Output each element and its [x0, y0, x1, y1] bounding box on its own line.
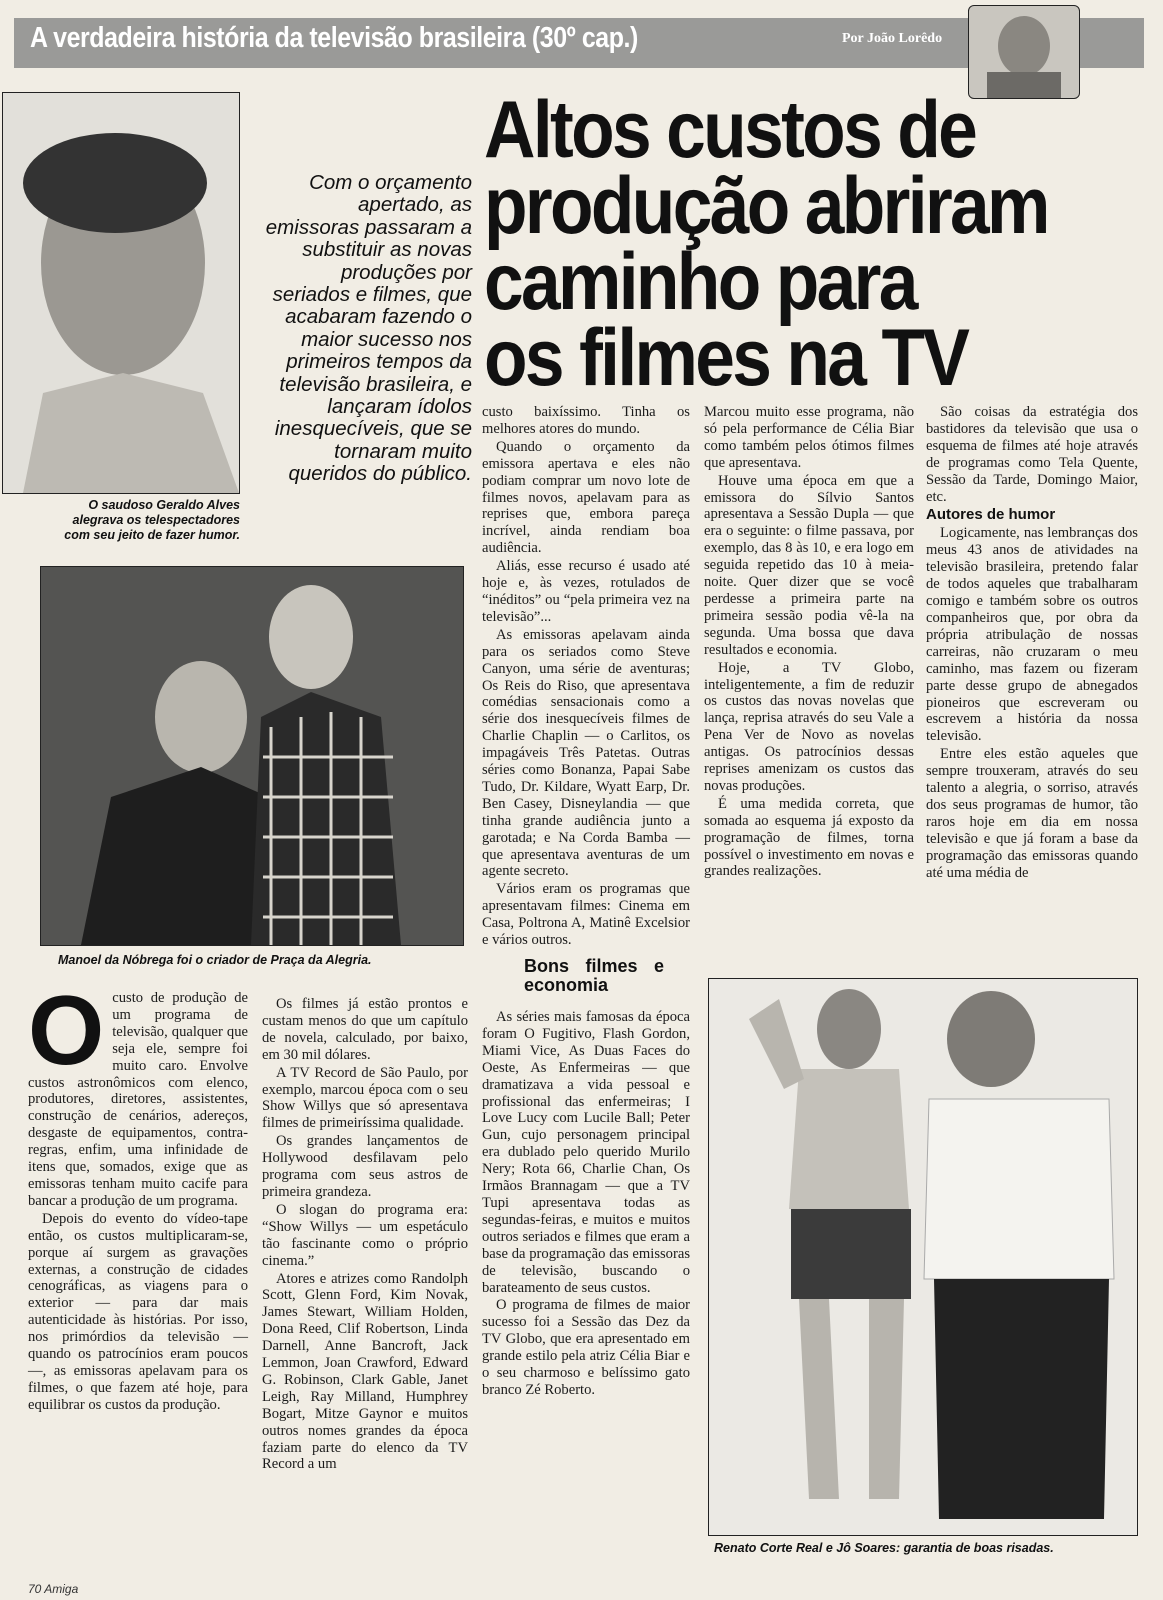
- paragraph: São coisas da estratégia dos bastidores da televisão que usa o esquema de filmes até hoje através de programas como Tela Quente, Sessão da Tarde, Domingo Maior, etc.: [926, 404, 1138, 505]
- series-title: A verdadeira história da televisão brasileira (30º cap.): [30, 22, 638, 54]
- paragraph: Aliás, esse recurso é usado até hoje e, às vezes, rotulados de “inéditos” ou “pela primeira vez na televisão”...: [482, 558, 690, 625]
- article-column-5: [926, 404, 1138, 882]
- paragraph: Logicamente, nas lembranças dos meus 43 anos de atividades na televisão brasileira, pretendo falar de todos aqueles que trabalharam comigo e também sobre os outros companheiros que, por obra da própria atribulação de nossas carreiras, não cruzaram o meu caminho, mas fazem ou fizeram parte desse grupo de abnegados pioneiros que escreveram ou escrevem a história da nossa televisão.: [926, 525, 1138, 745]
- paragraph: É uma medida correta, que somada ao esquema já exposto da programação de filmes, torna possível o investimento em novas e grandes realizações.: [704, 795, 914, 880]
- paragraph: O slogan do programa era: “Show Willys — um espetáculo tão fascinante como o próprio cinema.”: [262, 1201, 468, 1269]
- subhead-autores-humor: Autores de humor: [926, 506, 1056, 524]
- paragraph: O programa de filmes de maior sucesso foi a Sessão das Dez da TV Globo, que era apresentado em grande estilo pela atriz Célia Biar e o seu charmoso e belíssimo gato branco Zé Roberto.: [482, 1297, 690, 1398]
- page-footer: 70 Amiga: [28, 1582, 79, 1596]
- paragraph: Depois do evento do vídeo-tape então, os custos multiplicaram-se, porque aí surgem as gravações externas, a construção de cidades cenográficas, as viagens para o exterior — para dar mais autenticidade às histórias. Por isso, nos primórdios da televisão — quando os patrocínios eram poucos —, as emissoras apelavam para os filmes, o que fazem até hoje, para equilibrar os custos da produção.: [28, 1210, 248, 1413]
- intro-deck: Com o orçamento apertado, as emissoras passaram a substituir as novas produções por seriados e filmes, que acabaram fazendo o maior sucesso nos primeiros tempos da televisão brasileira, e lançaram ídolos inesquecíveis, que se tornaram muito queridos do público.: [265, 171, 472, 486]
- photo-manoel-nobrega: [40, 566, 464, 946]
- paragraph: Houve uma época em que a emissora do Sílvio Santos apresentava a Sessão Dupla — que era o seguinte: o filme passava, por exemplo, das 8 às 10, e era logo em seguida repetido das 10 à meia-noite. Quer dizer que se você perdesse a primeira parte na primeira sessão podia vê-la na segunda. Uma bossa que dava resultados e economia.: [704, 472, 914, 658]
- paragraph: Entre eles estão aqueles que sempre trouxeram, através do seu talento a alegria, o sorriso, através dos seus programas de humor, tão raros hoje em dia em nossa televisão e que já foram a base da programação das emissoras quando até uma média de: [926, 746, 1138, 881]
- subhead-bons-filmes: Bons filmes e economia: [524, 956, 664, 995]
- author-photo: [968, 5, 1080, 99]
- paragraph: As emissoras apelavam ainda para os seriados como Steve Canyon, uma série de aventuras; Os Reis do Riso, que apresentava comédias sensacionais como a série dos inesquecíveis filmes de Charlie Chaplin — o Carlitos, os impagáveis Três Patetas. Outras séries como Bonanza, Papai Sabe Tudo, Dr. Kildare, Wyatt Earp, Dr. Ben Casey, Disneylandia — que tinha grande audiência junto a garotada; e Na Corda Bamba — que apresentava aventuras de um agente secreto.: [482, 626, 690, 880]
- paragraph: Hoje, a TV Globo, inteligentemente, a fim de reduzir os custos das novas novelas que lança, reprisa através do seu Vale a Pena Ver de Novo as novelas antigas. Os patrocínios dessas reprises amenizam os custos das novas produções.: [704, 659, 914, 794]
- caption-manoel: Manoel da Nóbrega foi o criador de Praça da Alegria.: [58, 953, 372, 967]
- headline-line-2: produção abriram: [484, 161, 1048, 251]
- headline-line-3: caminho para: [484, 237, 916, 327]
- article-column-4: [704, 404, 914, 881]
- caption-renato-jo: Renato Corte Real e Jô Soares: garantia de boas risadas.: [714, 1541, 1054, 1555]
- paragraph: Atores e atrizes como Randolph Scott, Glenn Ford, Kim Novak, James Stewart, William Holden, Dona Reed, Clif Robertson, Linda Darnell, Anne Bancroft, Jack Lemmon, Joan Crawford, Edward G. Robinson, Clark Gable, Janet Leigh, Ray Milland, Humphrey Bogart, Mitze Gaynor e muitos outros nomes grandes da época faziam parte do elenco da TV Record a um: [262, 1270, 468, 1473]
- photo-geraldo-alves: [2, 92, 240, 494]
- article-column-1: [28, 975, 248, 1415]
- paragraph: Marcou muito esse programa, não só pela performance de Célia Biar como também pelos ótimos filmes que apresentava.: [704, 404, 914, 471]
- paragraph: Os filmes já estão prontos e custam menos do que um capítulo de novela, calculado, por baixo, em 30 mil dólares.: [262, 996, 468, 1063]
- paragraph: custo baixíssimo. Tinha os melhores atores do mundo.: [482, 404, 690, 437]
- paragraph: custo de produção de um programa de televisão, qualquer que seja ele, sempre foi muito caro. Envolve custos astronômicos com elenco, produtores, diretores, assistentes, construção de cenários, adereços, desgaste de equipamentos, contra-regras, enfim, uma infinidade de itens que, somados, exige que as emissoras tenham muito cacife para bancar a produção de um programa.: [28, 990, 248, 1209]
- headline: [484, 85, 1134, 403]
- drop-cap: O: [28, 975, 105, 1085]
- byline: Por João Lorêdo: [842, 31, 943, 46]
- caption-geraldo: O saudoso Geraldo Alves alegrava os telespectadores com seu jeito de fazer humor.: [64, 498, 240, 542]
- photo-renato-jo: [708, 978, 1138, 1536]
- article-column-3: [482, 404, 690, 1400]
- paragraph: Vários eram os programas que apresentavam filmes: Cinema em Casa, Poltrona A, Matinê Excelsior e vários outros.: [482, 881, 690, 949]
- paragraph: Os grandes lançamentos de Hollywood desfilavam pelo programa com seus astros de primeira grandeza.: [262, 1133, 468, 1200]
- paragraph: A TV Record de São Paulo, por exemplo, marcou época com o seu Show Willys que só apresentava filmes de primeiríssima qualidade.: [262, 1064, 468, 1132]
- headline-line-1: Altos custos de: [484, 85, 976, 175]
- article-column-2: [262, 996, 468, 1474]
- paragraph: As séries mais famosas da época foram O Fugitivo, Flash Gordon, Miami Vice, As Duas Faces do Oeste, As Enfermeiras — que dramatizava a vida pessoal e profissional das enfermeiras; I Love Lucy com Lucile Ball; Peter Gun, cujo personagem principal era dublado pelo querido Murilo Nery; Rota 66, Charlie Chan, Os Irmãos Brannagam — que a TV Tupi apresentava todas as segundas-feiras, e muitos e muitos outros seriados e filmes que eram a base da programação das emissoras de televisão, buscando o barateamento de seus custos.: [482, 1009, 690, 1296]
- paragraph: Quando o orçamento da emissora apertava e eles não podiam comprar um novo lote de filmes novos, apelavam para as reprises que, embora pareça incrível, ainda rendiam boa audiência.: [482, 438, 690, 557]
- headline-line-4: os filmes na TV: [484, 313, 968, 403]
